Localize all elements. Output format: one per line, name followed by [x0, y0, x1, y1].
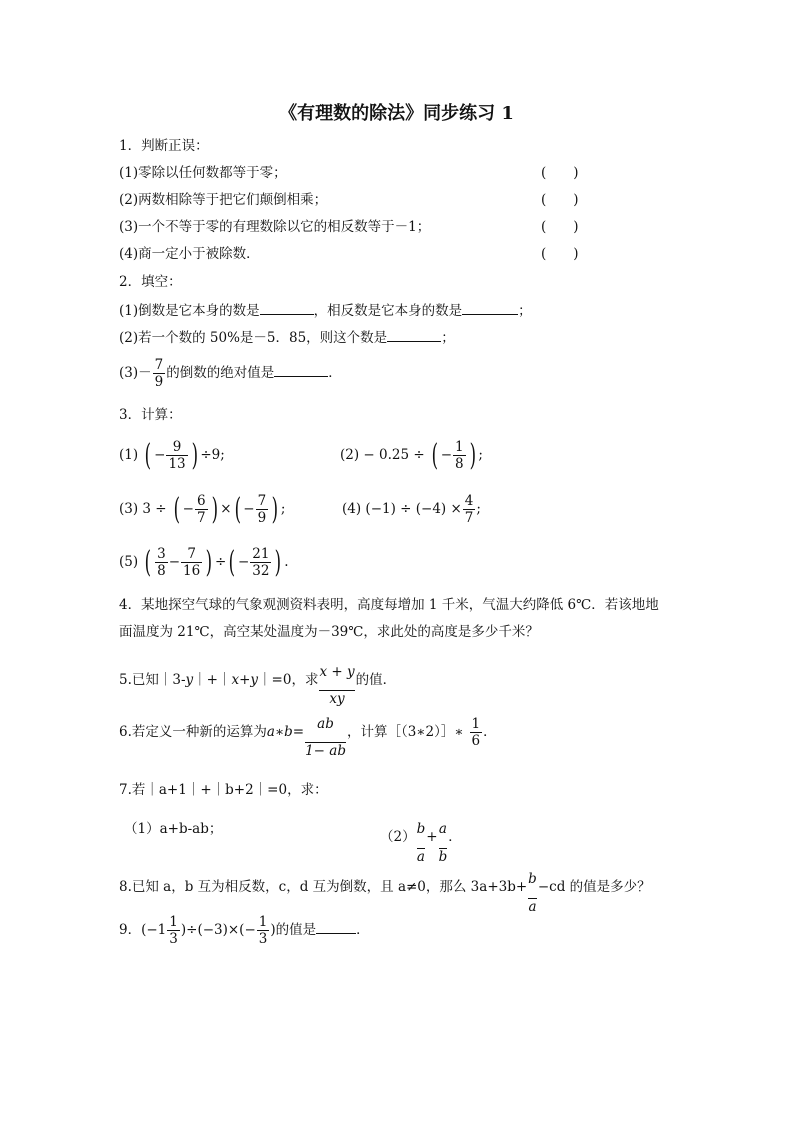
q1-answer-paren-4: ( ) [541, 246, 579, 262]
problem-number: (1) [119, 447, 139, 463]
expression-part: − 0.25 ÷ [363, 447, 425, 463]
q2-item-3-text-c: ． [328, 365, 342, 381]
denominator: b [438, 849, 448, 865]
numerator: 4 [464, 493, 474, 509]
fraction [453, 439, 466, 472]
numerator: a [439, 810, 448, 849]
fraction [305, 706, 346, 759]
left-paren: ( [145, 544, 152, 580]
q2-item-3-text-a: (3)－ [119, 365, 152, 381]
text: ． [483, 724, 497, 740]
fraction [439, 810, 448, 865]
expression-tail: ÷9; [200, 447, 225, 463]
expression-tail: . [284, 554, 289, 570]
fraction [167, 914, 180, 947]
text: （2） [380, 829, 416, 845]
fraction [256, 493, 269, 526]
q7-part-2 [380, 810, 462, 865]
numerator: 7 [154, 357, 164, 373]
denominator: 9 [257, 510, 267, 526]
denominator: 32 [252, 563, 270, 579]
answer-blank[interactable] [274, 363, 328, 377]
q3-problem-1: (1) ( − $\frac{9}{13}$ ) ÷9; [119, 437, 225, 473]
operation: a∗b= [266, 724, 305, 740]
q2-item-2-text-b: ； [441, 330, 455, 346]
numerator: ab [305, 706, 346, 743]
text: ｜=0，求 [258, 672, 319, 688]
numerator: 21 [252, 546, 270, 562]
numerator: 7 [181, 546, 202, 563]
text: )÷(−3)×(− [180, 922, 256, 938]
q2-heading: 2．填空： [119, 274, 182, 290]
expression-tail: ; [280, 501, 286, 517]
denominator: 3 [169, 931, 178, 947]
q7-heading: 7.若｜a+1｜+｜b+2｜=0，求： [119, 782, 328, 798]
denominator: a [416, 849, 425, 865]
numerator: 1 [471, 716, 481, 732]
denominator: 6 [471, 733, 481, 749]
q7-part-1: （1）a+b-ab； [124, 821, 223, 837]
problem-number: (3) [119, 501, 139, 517]
q6-line [119, 706, 497, 759]
q1-answer-paren-1: ( ) [541, 165, 579, 181]
right-paren: ) [211, 491, 218, 527]
expression-part: (−1) ÷ (−4) × [365, 501, 462, 517]
denominator: xy [329, 691, 345, 707]
fraction [166, 439, 187, 472]
q2-item-3 [119, 356, 342, 390]
left-paren: ( [145, 437, 152, 473]
right-paren: ) [205, 544, 213, 580]
answer-blank[interactable] [260, 301, 314, 315]
q2-item-2 [119, 328, 455, 347]
q2-item-1-text-a: (1)倒数是它本身的数是 [119, 303, 260, 319]
fraction [528, 860, 537, 915]
numerator: 7 [257, 493, 267, 509]
right-paren: ) [191, 437, 198, 473]
q8-line [119, 860, 651, 915]
fraction [155, 546, 168, 579]
numerator: x + y [319, 654, 354, 691]
numerator: 1 [258, 914, 268, 930]
q2-item-1-text-c: ； [518, 303, 532, 319]
expression-tail: ; [478, 447, 483, 463]
numerator: b [528, 860, 537, 899]
numerator: 6 [196, 493, 206, 509]
numerator: b [417, 810, 426, 849]
expression-tail: ; [476, 501, 481, 517]
denominator: 8 [157, 563, 166, 579]
q3-problem-2: (2) − 0.25 ÷ ( − $\frac{1}{8}$ ) ; [340, 437, 483, 473]
right-paren: ) [275, 544, 282, 580]
q2-item-1-text-b: ，相反数是它本身的数是 [313, 303, 463, 319]
answer-blank[interactable] [316, 920, 356, 934]
problem-number: (2) [340, 447, 360, 463]
denominator: 13 [168, 456, 186, 472]
text: −cd 的值是多少？ [537, 879, 651, 895]
answer-blank[interactable] [387, 328, 441, 342]
problem-number: (5) [119, 554, 139, 570]
numerator: 1 [169, 914, 178, 930]
fraction [417, 810, 426, 865]
q1-item-3: (3)一个不等于零的有理数除以它的相反数等于－1； [119, 219, 431, 235]
denominator: 3 [258, 931, 268, 947]
denominator: 1− ab [305, 743, 346, 759]
right-paren: ) [271, 491, 279, 527]
denominator: 7 [196, 510, 206, 526]
fraction [195, 493, 208, 526]
right-paren: ) [469, 437, 476, 473]
page-title: 《有理数的除法》同步练习 1 [279, 103, 514, 124]
q3-problem-5: (5) ( $\frac{3}{8}$ − $\frac{7}{16}$ ) ÷( − $\frac{21}{32}$ ) . [119, 544, 289, 580]
plus-sign: + [426, 829, 438, 845]
left-paren: ( [228, 544, 236, 580]
left-paren: ( [234, 491, 241, 527]
fraction [319, 654, 354, 707]
fraction [470, 716, 483, 749]
q9-line [119, 912, 370, 948]
q5-line [119, 654, 396, 707]
left-paren: ( [173, 491, 181, 527]
denominator: 8 [455, 456, 464, 472]
text: 9．(−1 [119, 922, 167, 938]
text: ． [356, 922, 370, 938]
q2-item-3-text-b: 的倒数的绝对值是 [166, 365, 275, 381]
q1-answer-paren-2: ( ) [541, 192, 579, 208]
answer-blank[interactable] [462, 301, 518, 315]
q1-item-2: (2)两数相除等于把它们颠倒相乘； [119, 192, 328, 208]
denominator: 7 [464, 510, 474, 526]
q2-item-2-text-a: (2)若一个数的 50%是－5．85，则这个数是 [119, 330, 388, 346]
text: 5.已知｜3- [119, 672, 186, 688]
q2-item-1 [119, 301, 532, 320]
q4-line-2: 面温度为 21℃，高空某处温度为－39℃，求此处的高度是多少千米？ [119, 624, 539, 640]
q1-answer-paren-3: ( ) [541, 219, 579, 235]
times-sign: × [220, 501, 232, 517]
q1-item-4: (4)商一定小于被除数． [119, 246, 260, 262]
text: + [239, 672, 251, 688]
q4-line-1: 4．某地探空气球的气象观测资料表明，高度每增加 1 千米，气温大约降低 6℃．若该地地 [119, 597, 659, 613]
q3-heading: 3．计算： [119, 407, 182, 423]
expression-part: 3 ÷ [142, 501, 167, 517]
denominator: 16 [183, 563, 201, 579]
text: 6.若定义一种新的运算为 [119, 724, 267, 740]
variable: y [185, 672, 194, 688]
fraction [153, 357, 166, 390]
text: ｜+｜ [193, 672, 232, 688]
text: )的值是 [270, 922, 317, 938]
text: ． [448, 829, 462, 845]
fraction [257, 914, 270, 947]
denominator: a [528, 899, 537, 915]
fraction [250, 546, 271, 579]
problem-number: (4) [342, 501, 362, 517]
divide-sign: ÷ [214, 554, 227, 570]
text: 8.已知 a，b 互为相反数，c，d 互为倒数，且 a≠0，那么 3a+3b+ [119, 879, 528, 895]
fraction [463, 493, 476, 526]
text: 的值． [355, 672, 397, 688]
variable: x [231, 672, 240, 688]
q1-item-1: (1)零除以任何数都等于零； [119, 165, 287, 181]
denominator: 9 [154, 374, 164, 390]
numerator: 3 [157, 546, 166, 562]
variable: y [250, 672, 259, 688]
numerator: 9 [166, 439, 187, 456]
numerator: 1 [455, 439, 464, 455]
fraction [181, 546, 202, 579]
q3-problem-4 [342, 490, 481, 528]
q1-heading: 1．判断正误： [119, 138, 209, 154]
q3-problem-3: (3) 3 ÷ ( − $\frac{6}{7}$ ) ×( − $\frac{7}{9}$ ) ; [119, 491, 286, 527]
left-paren: ( [431, 437, 439, 473]
text: ，计算［（3∗2）］∗ [346, 724, 464, 740]
